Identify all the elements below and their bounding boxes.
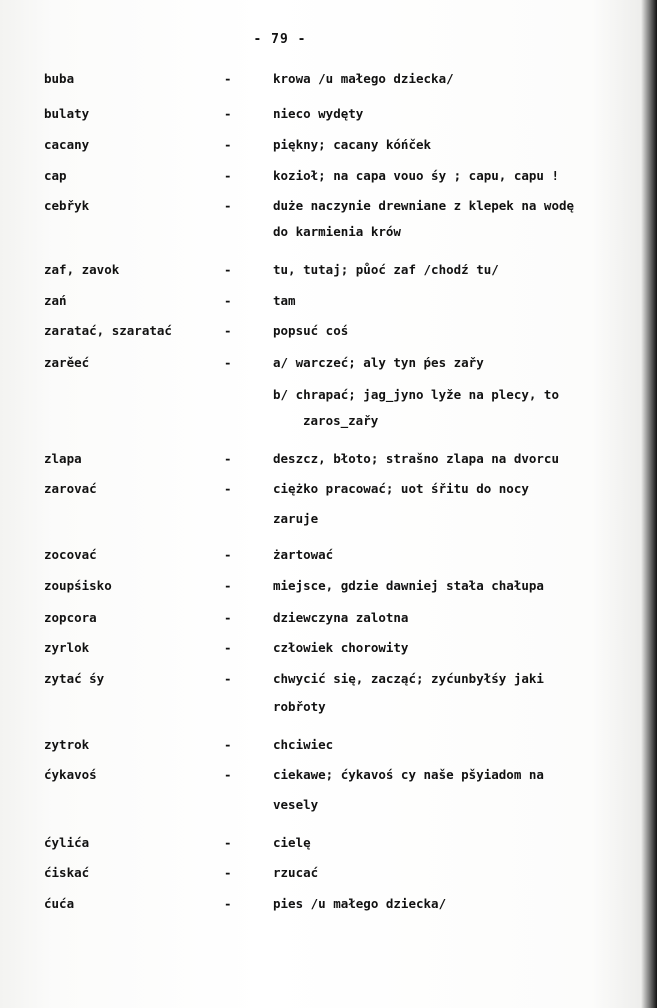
entry-dash: -: [224, 293, 232, 308]
entry-dash: -: [224, 547, 232, 562]
definition-line: ciężko pracować; uot śřitu do nocy: [273, 481, 529, 496]
entry-term: zocovać: [44, 547, 97, 562]
entry-term: cebřyk: [44, 198, 90, 213]
entry-term: zytrok: [44, 737, 90, 752]
entry-definition: [273, 542, 333, 568]
entry-term: bulaty: [44, 106, 90, 121]
entry-dash: -: [224, 451, 232, 466]
entry-term: zaratać, szaratać: [44, 323, 172, 338]
entry-term: cacany: [44, 137, 90, 152]
entry-term: zopcora: [44, 610, 97, 625]
definition-line: robřoty: [273, 699, 326, 714]
definition-line: vesely: [273, 797, 319, 812]
definition-line: nieco wydęty: [273, 106, 364, 121]
definition-line: zaros_zařy: [303, 413, 379, 428]
entry-definition: [273, 288, 296, 314]
entry-definition: [273, 666, 544, 720]
entry-definition: [273, 573, 544, 599]
entry-dash: -: [224, 481, 232, 496]
entry-term: zoupśisko: [44, 578, 112, 593]
entry-dash: -: [224, 671, 232, 686]
entry-dash: -: [224, 896, 232, 911]
definition-line: ciekawe; ćykavoś cy naše pšyiadom na: [273, 767, 544, 782]
entry-dash: -: [224, 198, 232, 213]
definition-line: rzucać: [273, 865, 319, 880]
entry-definition: [273, 830, 311, 856]
entry-definition: [273, 163, 559, 189]
entry-definition: [273, 66, 454, 92]
definition-line: piękny; cacany kóńček: [273, 137, 432, 152]
entry-definition: [273, 762, 544, 818]
entry-definition: [273, 891, 446, 917]
entry-definition: [273, 132, 431, 158]
definition-line: tu, tutaj; půoć zaf /chodź tu/: [273, 262, 499, 277]
definition-line: do karmienia krów: [273, 224, 401, 239]
entry-definition: [273, 350, 559, 434]
scan-edge-shadow: [641, 0, 657, 1008]
entry-dash: -: [224, 262, 232, 277]
entry-term: zarovać: [44, 481, 97, 496]
definition-line: pies /u małego dziecka/: [273, 896, 447, 911]
definition-line: człowiek chorowity: [273, 640, 409, 655]
entry-term: zlapa: [44, 451, 82, 466]
entry-definition: [273, 257, 499, 283]
entry-dash: -: [224, 137, 232, 152]
definition-line: krowa /u małego dziecka/: [273, 71, 454, 86]
entry-term: zytać śy: [44, 671, 105, 686]
definition-line: chwycić się, zacząć; zyćunbyłśy jaki: [273, 671, 544, 686]
entry-term: zarěeć: [44, 355, 90, 370]
entry-definition: [273, 101, 363, 127]
definition-line: dziewczyna zalotna: [273, 610, 409, 625]
entry-term: zaf, zavok: [44, 262, 120, 277]
entry-term: ćylića: [44, 835, 90, 850]
entry-dash: -: [224, 168, 232, 183]
definition-line: miejsce, gdzie dawniej stała chałupa: [273, 578, 544, 593]
entry-dash: -: [224, 71, 232, 86]
definition-line: kozioł; na capa vouo śy ; capu, capu !: [273, 168, 559, 183]
entry-definition: [273, 605, 408, 631]
definition-line: duże naczynie drewniane z klepek na wodę: [273, 198, 575, 213]
entry-term: ćykavoś: [44, 767, 97, 782]
entry-term: cap: [44, 168, 67, 183]
entry-dash: -: [224, 640, 232, 655]
entry-term: ćiskać: [44, 865, 90, 880]
entry-definition: [273, 446, 559, 472]
entry-term: zyrlok: [44, 640, 90, 655]
entry-dash: -: [224, 737, 232, 752]
definition-line: chciwiec: [273, 737, 334, 752]
entry-definition: [273, 193, 574, 245]
entry-dash: -: [224, 578, 232, 593]
definition-line: cielę: [273, 835, 311, 850]
entry-dash: -: [224, 835, 232, 850]
entry-definition: [273, 635, 408, 661]
entry-term: ćuća: [44, 896, 75, 911]
entry-dash: -: [224, 865, 232, 880]
definition-line: żartować: [273, 547, 334, 562]
entry-dash: -: [224, 767, 232, 782]
definition-line: a/ warczeć; aly tyn ṕes zařy: [273, 355, 484, 370]
definition-line: deszcz, błoto; strašno zlapa na dvorcu: [273, 451, 559, 466]
definition-line: popsuć coś: [273, 323, 349, 338]
entry-term: buba: [44, 71, 75, 86]
entry-dash: -: [224, 355, 232, 370]
entry-definition: [273, 732, 333, 758]
entry-term: zań: [44, 293, 67, 308]
entry-dash: -: [224, 610, 232, 625]
entry-definition: [273, 860, 318, 886]
entry-dash: -: [224, 323, 232, 338]
entry-definition: [273, 318, 348, 344]
entry-definition: [273, 476, 529, 532]
definition-line: zaruje: [273, 511, 319, 526]
page-number: - 79 -: [253, 32, 307, 47]
entry-dash: -: [224, 106, 232, 121]
definition-line: b/ chrapać; jag_jyno lyže na plecy, to: [273, 387, 559, 402]
definition-line: tam: [273, 293, 296, 308]
